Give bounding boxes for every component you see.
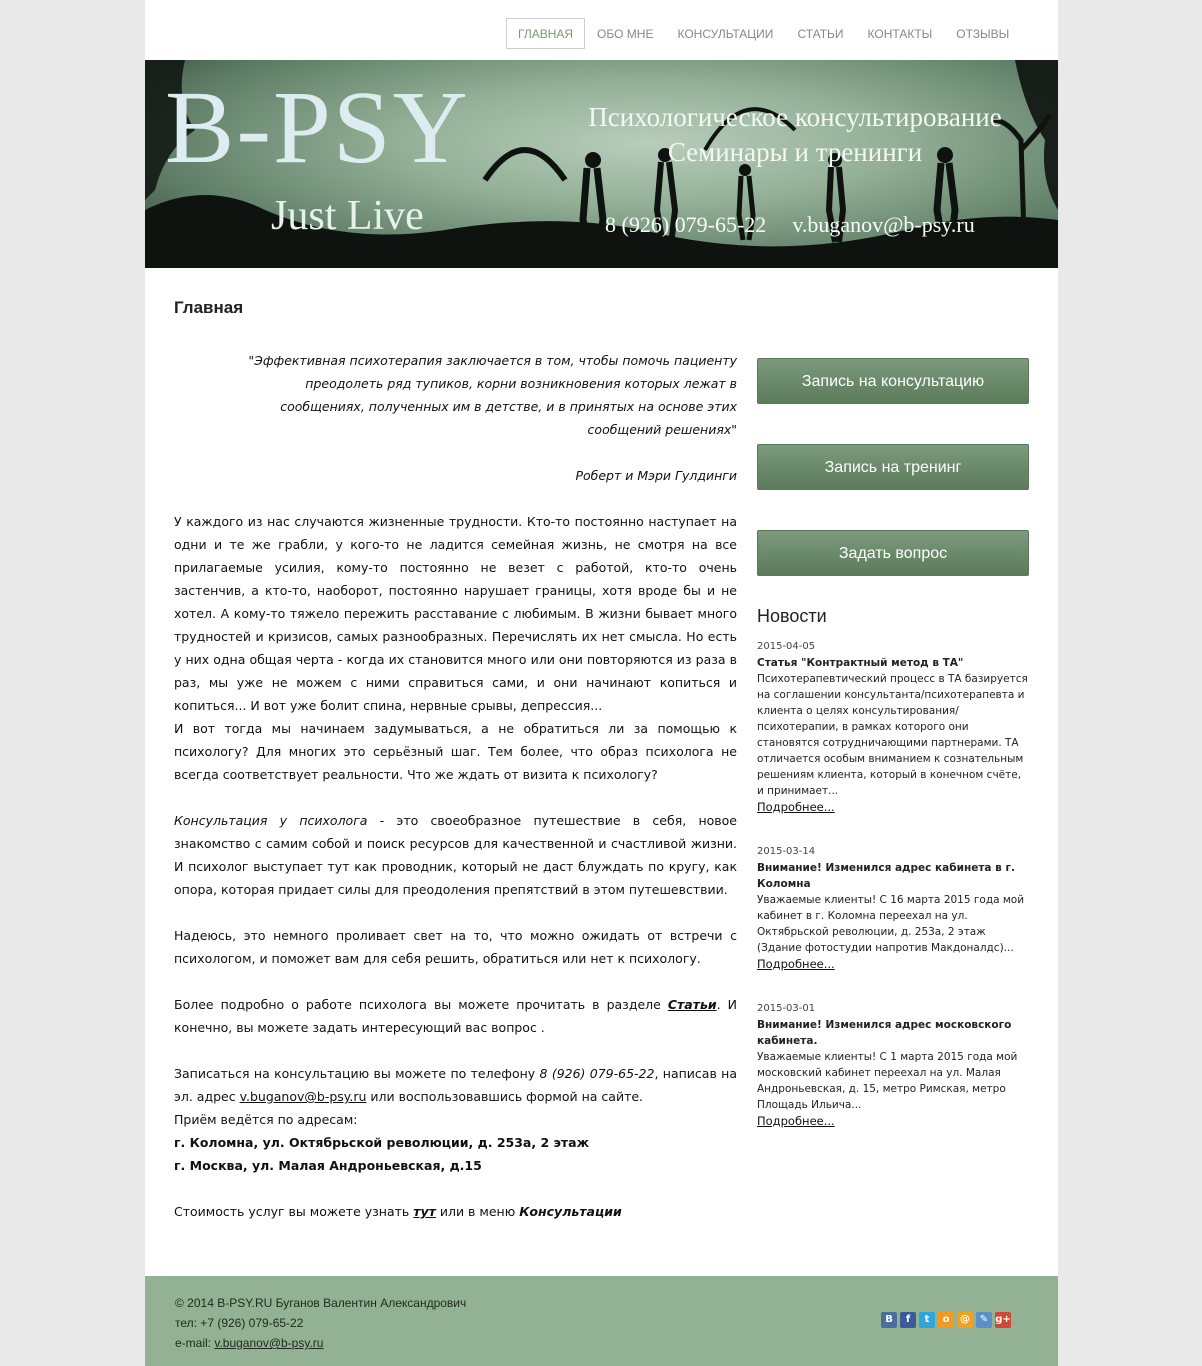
social-share-icons xyxy=(881,1312,1011,1328)
page xyxy=(145,0,1058,1366)
booking-text-mid: , написав на эл. адрес xyxy=(174,1066,737,1104)
paragraph-first-step: И вот тогда мы начинаем задумываться, а не обратиться ли за помощью к психологу? Для многих это серьёзный шаг. Тем более, что образ психолога не всегда соответствует реальности. Что же ждать от визита к психологу? xyxy=(174,721,737,782)
news-title[interactable]: Внимание! Изменился адрес московского кабинета. xyxy=(757,1019,1012,1047)
more-info-text-end: . И конечно, вы можете задать интересующий вас вопрос . xyxy=(174,997,737,1035)
paragraph-more-info xyxy=(174,993,737,1039)
consultation-term: Консультация у психолога xyxy=(174,813,368,828)
booking-text: Записаться на консультацию вы можете по телефону xyxy=(174,1066,540,1081)
sidebar xyxy=(757,358,1029,1130)
news-date: 2015-03-01 xyxy=(757,1003,816,1014)
booking-text-end: или воспользовавшись формой на сайте. xyxy=(366,1089,644,1104)
footer xyxy=(145,1276,1058,1366)
nav-item-articles[interactable]: СТАТЬИ xyxy=(797,27,844,41)
nav-list xyxy=(506,18,1021,49)
articles-link[interactable]: Статьи xyxy=(667,997,717,1012)
news-read-more-link[interactable]: Подробнее... xyxy=(757,1114,835,1128)
news-item xyxy=(757,844,1029,973)
news-excerpt: Уважаемые клиенты! С 16 марта 2015 года мой кабинет в г. Коломна переехал на ул. Октябрьской революции, д. 253а, 2 этаж (Здание фотостудии напротив Макдоналдс)... xyxy=(757,894,1025,954)
news-title[interactable]: Внимание! Изменился адрес кабинета в г. Коломна xyxy=(757,862,1015,890)
paragraph-prices xyxy=(174,1200,737,1223)
footer-email-label: e-mail: xyxy=(175,1336,215,1350)
news-heading: Новости xyxy=(757,606,827,626)
ask-question-button[interactable]: Задать вопрос xyxy=(757,530,1029,576)
news-title[interactable]: Статья "Контрактный метод в ТА" xyxy=(757,657,964,669)
consultations-menu-ref: Консультации xyxy=(519,1204,622,1219)
brand-logo-text: B-PSY xyxy=(165,70,470,185)
footer-copyright: © 2014 B-PSY.RU Буганов Валентин Александрович xyxy=(175,1296,467,1310)
footer-phone: тел: +7 (926) 079-65-22 xyxy=(175,1316,304,1330)
address-moscow: г. Москва, ул. Малая Андроньевская, д.15 xyxy=(174,1158,482,1173)
paragraph-hope: Надеюсь, это немного проливает свет на то, что можно ожидать от встречи с психологом, и поможет вам для себя решить, обратиться или нет к психологу. xyxy=(174,928,737,966)
header-phone: 8 (926) 079-65-22 xyxy=(605,212,767,237)
news-item xyxy=(757,1001,1029,1130)
epigraph-quote: "Эффективная психотерапия заключается в том, чтобы помочь пациенту преодолеть ряд тупиков, корни возникновения которых лежат в сообщениях, полученных им в детстве, и в принятых на основе этих сообщений решениях" xyxy=(248,353,737,437)
tagline-line-1: Психологическое консультирование xyxy=(588,102,1002,132)
news-excerpt: Психотерапевтический процесс в ТА базируется на соглашении консультанта/психотерапевта и клиента о целях консультирования/психотерапии, в рамках которого они становятся сотрудничающими партнерами. ТА отличается особым вниманием к сознательным решениям клиента, который в конечном счёте, и принимает... xyxy=(757,673,1028,797)
main-content xyxy=(174,349,737,1223)
header-tagline xyxy=(555,100,1035,170)
header-banner xyxy=(145,60,1058,268)
livejournal-icon[interactable]: ✎ xyxy=(976,1312,992,1328)
nav-item-home[interactable]: ГЛАВНАЯ xyxy=(506,18,585,49)
book-training-button[interactable]: Запись на тренинг xyxy=(757,444,1029,490)
news-read-more-link[interactable]: Подробнее... xyxy=(757,800,835,814)
epigraph-author: Роберт и Мэри Гулдинги xyxy=(575,468,737,483)
page-title: Главная xyxy=(174,298,244,317)
mailru-icon[interactable]: @ xyxy=(957,1312,973,1328)
address-kolomna: г. Коломна, ул. Октябрьской революции, д. 253а, 2 этаж xyxy=(174,1135,590,1150)
news-read-more-link[interactable]: Подробнее... xyxy=(757,957,835,971)
prices-text-mid: или в меню xyxy=(435,1204,520,1219)
twitter-icon[interactable]: t xyxy=(919,1312,935,1328)
nav-item-reviews[interactable]: ОТЗЫВЫ xyxy=(956,27,1010,41)
more-info-text: Более подробно о работе психолога вы можете прочитать в разделе xyxy=(174,997,668,1012)
paragraph-difficulties: У каждого из нас случаются жизненные трудности. Кто-то постоянно наступает на одни и те же грабли, у кого-то не ладится семейная жизнь, не смотря на все прилагаемые усилия, кому-то постоянно не везет с работой, кто-то очень застенчив, а кто-то, наоборот, постоянно нарушает границы, хотя вроде бы и не хотел. А кому-то тяжело пережить расставание с любимым. В жизни бывает много трудностей и кризисов, самых разнообразных. Перечислять их нет смысла. Но есть у них одна общая черта - когда их становится много или они повторяются из раза в раз, мы уже не можем с ними справиться сами, и они начинают копиться и копиться... И вот уже болит спина, нервные срывы, депрессия... xyxy=(174,514,737,713)
nav-item-about[interactable]: ОБО МНЕ xyxy=(597,27,654,41)
booking-email-link[interactable]: v.buganov@b-psy.ru xyxy=(239,1089,367,1104)
googleplus-icon[interactable]: g+ xyxy=(995,1312,1011,1328)
header-contacts xyxy=(605,212,975,238)
news-date: 2015-04-05 xyxy=(757,641,816,652)
brand-slogan: Just Live xyxy=(271,193,424,239)
footer-info xyxy=(175,1293,466,1353)
news-list xyxy=(757,639,1029,1130)
footer-email-line xyxy=(175,1333,466,1353)
book-consultation-button[interactable]: Запись на консультацию xyxy=(757,358,1029,404)
prices-text: Стоимость услуг вы можете узнать xyxy=(174,1204,414,1219)
booking-phone: 8 (926) 079-65-22 xyxy=(539,1066,655,1081)
news-item xyxy=(757,639,1029,816)
consultation-description: - это своеобразное путешествие в себя, новое знакомство с самим собой и поиск ресурсов для качественной и счастливой жизни. И психолог выступает тут как проводник, который не даст блуждать по кругу, как опора, которая придает силы для преодоления препятствий в этом путешевствии. xyxy=(174,813,737,897)
prices-link[interactable]: тут xyxy=(413,1204,436,1219)
news-date: 2015-03-14 xyxy=(757,846,816,857)
paragraph-consultation xyxy=(174,809,737,901)
nav-item-consultations[interactable]: КОНСУЛЬТАЦИИ xyxy=(677,27,774,41)
footer-email-link[interactable]: v.buganov@b-psy.ru xyxy=(214,1336,324,1350)
paragraph-booking xyxy=(174,1062,737,1108)
tagline-line-2: Семинары и тренинги xyxy=(667,137,923,167)
vkontakte-icon[interactable]: B xyxy=(881,1312,897,1328)
facebook-icon[interactable]: f xyxy=(900,1312,916,1328)
nav-item-contacts[interactable]: КОНТАКТЫ xyxy=(867,27,933,41)
addresses-intro: Приём ведётся по адресам: xyxy=(174,1112,358,1127)
top-navigation xyxy=(145,0,1058,60)
news-excerpt: Уважаемые клиенты! С 1 марта 2015 года мой московский кабинет переехал на ул. Малая Андроньевская, д. 15, метро Римская, метро Площадь Ильича... xyxy=(757,1051,1018,1111)
header-email: v.buganov@b-psy.ru xyxy=(792,212,975,237)
odnoklassniki-icon[interactable]: o xyxy=(938,1312,954,1328)
